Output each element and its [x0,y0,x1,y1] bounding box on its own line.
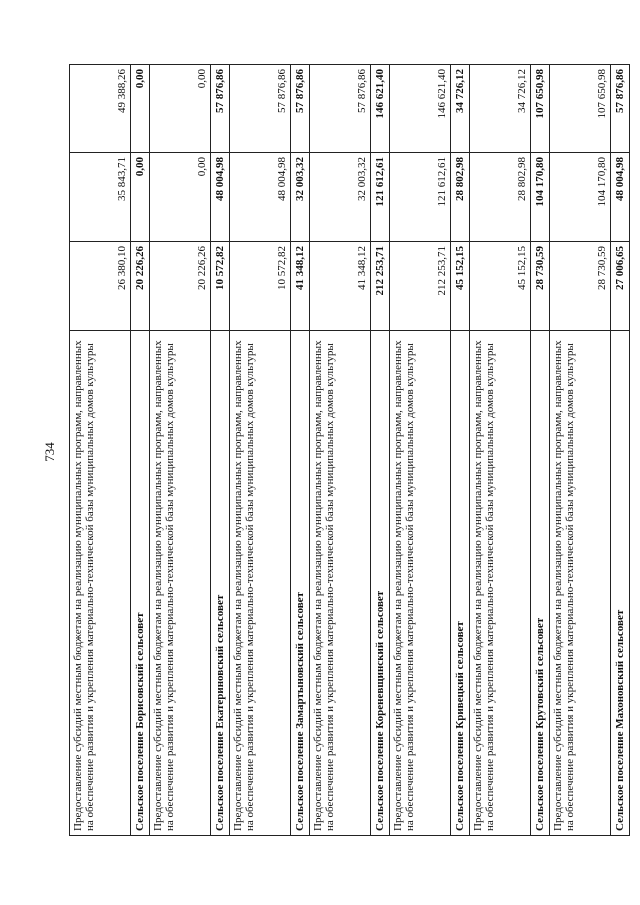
row-value-3: 0,00 [131,65,150,153]
row-name: Предоставление субсидий местным бюджетам на реализацию муниципальных программ, направленных на обеспечение развития и укрепления материально-технической базы муниципальных домов культуры [150,331,211,836]
row-value-2: 32 003,32 [310,153,371,242]
row-value-3: 0,00 [150,65,211,153]
row-value-2: 28 802,98 [470,153,531,242]
row-value-3: 57 876,86 [611,65,630,153]
row-value-1: 20 226,26 [150,242,211,331]
row-value-3: 49 388,26 [70,65,131,153]
table-row [390,65,451,836]
row-value-2: 35 843,71 [70,153,131,242]
page-number-text: 734 [42,442,57,462]
table-row [611,65,630,836]
row-value-3: 107 650,98 [550,65,611,153]
row-name: Предоставление субсидий местным бюджетам на реализацию муниципальных программ, направленных на обеспечение развития и укрепления материально-технической базы муниципальных домов культуры [470,331,531,836]
table-row [451,65,470,836]
table-row [470,65,531,836]
row-value-2: 121 612,61 [371,153,390,242]
row-name: Сельское поселение Кореневщинский сельсовет [371,331,390,836]
row-value-2: 48 004,98 [611,153,630,242]
table-row [291,65,310,836]
table-row [550,65,611,836]
row-value-1: 41 348,12 [291,242,310,331]
row-name: Предоставление субсидий местным бюджетам на реализацию муниципальных программ, направленных на обеспечение развития и укрепления материально-технической базы муниципальных домов культуры [310,331,371,836]
table-row [150,65,211,836]
row-value-2: 0,00 [131,153,150,242]
table-row [131,65,150,836]
page-number [40,437,60,467]
table-row [70,65,131,836]
row-value-1: 212 253,71 [390,242,451,331]
row-value-1: 28 730,59 [550,242,611,331]
row-name: Предоставление субсидий местным бюджетам на реализацию муниципальных программ, направленных на обеспечение развития и укрепления материально-технической базы муниципальных домов культуры [230,331,291,836]
budget-table [69,64,630,836]
row-value-1: 10 572,82 [211,242,230,331]
row-value-3: 107 650,98 [531,65,550,153]
row-value-3: 57 876,86 [211,65,230,153]
budget-table-container [69,65,626,836]
row-value-3: 34 726,12 [451,65,470,153]
table-body [70,65,630,836]
row-value-1: 212 253,71 [371,242,390,331]
row-value-2: 48 004,98 [230,153,291,242]
row-name: Сельское поселение Борисовский сельсовет [131,331,150,836]
row-value-2: 121 612,61 [390,153,451,242]
row-name: Предоставление субсидий местным бюджетам на реализацию муниципальных программ, направленных на обеспечение развития и укрепления материально-технической базы муниципальных домов культуры [70,331,131,836]
row-value-2: 104 170,80 [550,153,611,242]
row-name: Сельское поселение Кривецкий сельсовет [451,331,470,836]
row-name: Сельское поселение Махоновский сельсовет [611,331,630,836]
row-value-2: 48 004,98 [211,153,230,242]
row-value-3: 57 876,86 [291,65,310,153]
table-row [531,65,550,836]
row-value-2: 32 003,32 [291,153,310,242]
rotated-page-content [69,65,626,836]
row-name: Предоставление субсидий местным бюджетам на реализацию муниципальных программ, направленных на обеспечение развития и укрепления материально-технической базы муниципальных домов культуры [550,331,611,836]
table-row [371,65,390,836]
row-value-1: 45 152,15 [451,242,470,331]
row-value-3: 57 876,86 [230,65,291,153]
table-row [211,65,230,836]
row-value-3: 34 726,12 [470,65,531,153]
row-value-1: 28 730,59 [531,242,550,331]
row-value-3: 57 876,86 [310,65,371,153]
row-name: Сельское поселение Екатериновский сельсовет [211,331,230,836]
row-name: Сельское поселение Крутовский сельсовет [531,331,550,836]
table-row [310,65,371,836]
row-value-2: 104 170,80 [531,153,550,242]
row-value-1: 27 006,65 [611,242,630,331]
row-value-1: 10 572,82 [230,242,291,331]
row-value-1: 26 380,10 [70,242,131,331]
row-value-1: 45 152,15 [470,242,531,331]
row-name: Сельское поселение Замартыновский сельсовет [291,331,310,836]
table-row [230,65,291,836]
row-name: Предоставление субсидий местным бюджетам на реализацию муниципальных программ, направленных на обеспечение развития и укрепления материально-технической базы муниципальных домов культуры [390,331,451,836]
row-value-1: 20 226,26 [131,242,150,331]
row-value-3: 146 621,40 [390,65,451,153]
row-value-1: 41 348,12 [310,242,371,331]
row-value-2: 28 802,98 [451,153,470,242]
row-value-2: 0,00 [150,153,211,242]
row-value-3: 146 621,40 [371,65,390,153]
